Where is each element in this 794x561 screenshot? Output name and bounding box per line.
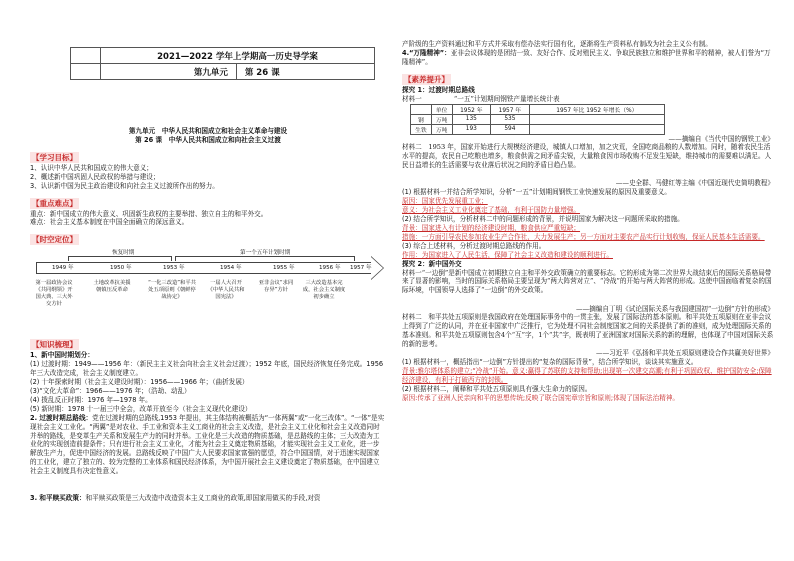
k1-item: (4) 拨乱反正时期：1976 年—1978 年。 — [30, 395, 152, 404]
material-4-source: ——习近平《弘扬和平共处五项原则建设合作共赢美好世界》 — [595, 349, 774, 358]
timeline-event: “一化三改造”和平共处五项原则《朝鲜停战协定》 — [148, 280, 196, 301]
difficult-point: 难点：社会主义基本制度在中国全面确立的深远意义。 — [30, 218, 189, 227]
table-cell: 钢 — [411, 114, 432, 124]
inquiry-2-title: 探究 2：新中国外交 — [402, 259, 462, 268]
answer-2-background: 背景：国家进入有计划的经济建设时期，粮食供应严重短缺； — [402, 223, 581, 232]
k3-title: 3. 和平赎买政策： — [30, 493, 86, 502]
timeline — [30, 248, 386, 332]
k1-title: 1、新中国时期划分： — [30, 351, 94, 360]
timeline-event: 第一届政协会议《共同纲领》开国大典、三大外交方针 — [35, 280, 73, 308]
table-cell: 535 — [491, 114, 530, 124]
timeline-year: 1956 年 — [319, 265, 341, 272]
lesson-label: 第 26 课 — [236, 64, 374, 80]
timeline-arrow-head-inner — [371, 257, 383, 279]
material-3: 材料一“一边倒”是新中国成立初期独立自主和平外交政策确立的重要标志。它的形成为第二次世界大战结束后的国际关系格局带来了显著的影响，当时的国际关系格局主要呈现为“两大阵营对立”、“冷战”的开始与两大阵营的形成。这使中国面临着复杂的国际环境，中国领导人选择了“一边倒”的外交政策。 — [402, 268, 772, 295]
table-cell: 生铁 — [411, 124, 432, 134]
period-recovery-brace — [68, 256, 172, 261]
question-3: (3) 综合上述材料，分析过渡时期总路线的作用。 — [402, 241, 546, 250]
table-header-row — [411, 104, 665, 114]
table-cell: 万吨 — [431, 114, 452, 124]
key-point: 重点：新中国成立的伟大意义、巩固新生政权的主要举措、独立自主的和平外交。 — [30, 209, 268, 218]
steel-table — [410, 104, 665, 135]
material-2: 材料二 1953 年，国家开始进行大规模经济建设，城镇人口增加，加之灾荒，全国吃商品粮的人数增加。同时，随着农民生活水平的提高，农民自己吃粮也增多，粮食供需之间矛盾尖锐，大量粮食因市场收购不足发生短缺，维持城市的需要难以满足。人民日益增长的生活需要与农业落后状况之间的矛盾日趋凸显。 — [402, 143, 772, 170]
k1-item: (2) 十年探索时期（社会主义建设时期）：1956——1966 年；（曲折发展） — [30, 378, 249, 387]
material-1-caption — [402, 95, 774, 104]
timeline-year: 1949 年 — [52, 265, 74, 272]
timeline-year: 1950 年 — [110, 265, 132, 272]
answer-4: 背景:雅尔塔体系的建立;“冷战”开始。意义:赢得了苏联的支持和帮助;出现第一次建交高潮;有利于巩固政权、维护国防安全;保障经济建设，有利于打破西方的封锁。 — [402, 367, 772, 385]
goal-item: 2、概述新中国巩固人民政权的举措与建设； — [30, 172, 160, 181]
timeline-event: 土地改革抗美援朝镇压反革命 — [93, 280, 131, 294]
k2-paragraph — [30, 414, 386, 494]
timeline-event: 一届人大召开《中华人民共和国宪法》 — [207, 280, 245, 301]
table-caption: “一五”计划期间钢铁产量增长统计表 — [453, 94, 560, 103]
table-row — [411, 114, 665, 124]
material-1-label: 材料一 — [402, 94, 422, 103]
answer-2-measures: 措施：一方面引导农民参加农业生产合作社，大力发展生产；另一方面对主要农产品实行计划收购，保证人民基本生活需要。 — [402, 232, 765, 241]
table-cell — [411, 104, 432, 114]
table-cell: 135 — [452, 114, 491, 124]
timeline-event: 亚非会议“求同存异”方针 — [258, 280, 294, 294]
material-2-source: ——史全群、马健红等主编《中国近现代史简明教程》 — [615, 179, 774, 188]
school-year-title: 2021—2022 学年上学期高一历史导学案 — [101, 48, 375, 64]
table-cell: 193 — [452, 124, 491, 134]
timeline-section-label: 【时空定位】 — [32, 235, 77, 245]
question-5: (2) 根据材料二，阐释和平共处五项原则具有强大生命力的原因。 — [402, 385, 592, 394]
timeline-year: 1957 年 — [350, 265, 372, 272]
k4-text: 亚非会议体现的是团结一致、友好合作、反对殖民主义、争取民族独立和维护世界和平的精神，被人们誉为“万隆精神”。 — [402, 48, 771, 66]
question-1: (1) 根据材料一并结合所学知识，分析“一五”计划期间钢铁工业快速发展的原因及重要意义。 — [402, 188, 671, 197]
literacy-section-label: 【素养提升】 — [404, 74, 449, 84]
table-cell: 594 — [491, 124, 530, 134]
timeline-event: 三大改造基本完成，社会主义制度初步确立 — [302, 280, 346, 301]
header-blank-cell — [71, 48, 101, 64]
header-table — [70, 47, 375, 80]
k1-item: (3)“文化大革命”：1966——1976 年；（浩劫、动乱） — [30, 386, 191, 395]
table-header-cell: 1952 年 — [452, 104, 491, 114]
header-blank-cell — [71, 64, 101, 80]
table-cell — [529, 114, 664, 124]
goal-item: 1、认识中华人民共和国成立的伟大意义； — [30, 163, 153, 172]
k3-continued: 产阶级的生产资料通过和平方式并采取有偿办法实行国有化，逐渐将生产资料私有制改为社会主义公有制。 — [402, 40, 712, 48]
k3-text: 和平赎买政策是三大改造中改造资本主义工商业的政策,即国家用做买的手段,对资 — [85, 493, 321, 502]
answer-5: 原因:传承了亚洲人民亲向和平的思想传统;反映了联合国宪章宗旨和原则;体现了国际法治精神。 — [402, 393, 680, 402]
key-section-label: 【重点难点】 — [32, 198, 77, 208]
answer-1-meaning: 意义：为社会主义工业化奠定了基础，有利于国防力量增强。 — [402, 206, 581, 215]
k2-title: 2. 过渡时期总路线： — [30, 413, 93, 422]
k1-item: (5) 新时期：1978 十一届三中全会，改革开放至今（社会主义现代化建设） — [30, 404, 252, 413]
goal-item: 3、认识新中国为民主政治建设和向社会主义过渡所作出的努力。 — [30, 181, 219, 190]
question-2: (2) 结合所学知识，分析材料二中的问题形成的背景，并说明国家为解决这一问题所采取的措施。 — [402, 215, 684, 224]
timeline-year: 1955 年 — [273, 265, 295, 272]
k2-text: 党在过渡时期的总路线,1953 年提出，其主体结构被概括为“一体两翼”或“一化三改体”。“一体”是实现社会主义工业化。“两翼”是对农业、手工业和资本主义工商业的社会主义改造，是社会主义工业化和社会主义改造同时并举的路线，是变革生产关系和发展生产力的同时并举。工业化是三大改造的物质基础，是总路线的主体；三大改造为工业化的实现创造前提条件；只有进行社会主义工业化，才能为社会主义奠定物质基础，才能实现社会主义工业化，进一步解放生产力，促进中国经济的发展。总路线反映了中国广大人民要求国家富强的愿望，符合中国国情，对于迅速实现国家的工业化，建立了独立的、较为完整的工业体系和国民经济体系，为中国开展社会主义建设奠定了物质基础，在中国建立社会主义制度具有决定性意义。 — [30, 413, 385, 476]
period-recovery-label: 恢复时期 — [112, 250, 135, 257]
table-header-cell: 1957 年比 1952 年增长（%） — [529, 104, 664, 114]
lesson-title: 第 26 课 中华人民共和国成立和向社会主义过渡 — [135, 135, 281, 144]
answer-3: 作用：为国家进入了人民生活，保障了社会主义改造和建设的顺利进行。 — [402, 250, 613, 259]
timeline-year: 1954 年 — [220, 265, 242, 272]
table-header-cell: 单位 — [431, 104, 452, 114]
k3-paragraph — [30, 494, 386, 503]
left-column — [30, 0, 386, 561]
right-column — [402, 0, 774, 561]
k4-paragraph — [402, 49, 774, 67]
period-fyp-label: 第一个五年计划时期 — [240, 250, 291, 257]
table-header-cell: 1957 年 — [491, 104, 530, 114]
answer-1-reason: 原因：国家优先发展重工业； — [402, 197, 488, 206]
material-3-source: ——摘编自丁明《试论国际关系与我国建国初“一边倒”方针的形成》 — [576, 304, 774, 313]
table-cell: 万吨 — [431, 124, 452, 134]
inquiry-1-title: 探究 1：过渡时期总路线 — [402, 85, 475, 94]
unit-title: 第九单元 中华人民共和国成立和社会主义革命与建设 — [128, 127, 288, 135]
timeline-year: 1953 年 — [163, 265, 185, 272]
k1-item: (1) 过渡时期：1949——1956 年：（新民主主义社会向社会主义社会过渡）；1952 年底，国民经济恢复任务完成。1956 年三大改造完成，社会主义制度建立。 — [30, 360, 384, 378]
table-row — [411, 124, 665, 134]
goals-section-label: 【学习目标】 — [32, 152, 77, 162]
material-1-source: ——摘编自《当代中国的钢铁工业》 — [668, 134, 774, 143]
material-4: 材料二 和平共处五项原则是我国政府在处理国际事务中的一贯主张，发展了国际法的基本原则。和平共处五项原则在亚非会议上得到了广泛的认同，并在亚非国家中广泛推行，它为处理不同社会制度国家之间的关系提供了新的准则，成为处理国际关系的基本准则。和平共处五项原则包含4个“互”字，1个“共”字，既表明了亚洲国家对国际关系的新的理解，也体现了中国对国际关系的新的思考。 — [402, 313, 774, 349]
k4-title: 4.“万隆精神”： — [402, 48, 451, 57]
period-fyp-brace — [175, 256, 355, 261]
table-cell — [529, 124, 664, 134]
knowledge-section-label: 【知识梳理】 — [32, 340, 77, 350]
question-4: (1) 根据材料一，概括指出“一边倒”方针提出的“复杂的国际背景”，结合所学知识，谈谈其实施意义。 — [402, 358, 698, 367]
unit-label: 第九单元 — [101, 64, 237, 80]
